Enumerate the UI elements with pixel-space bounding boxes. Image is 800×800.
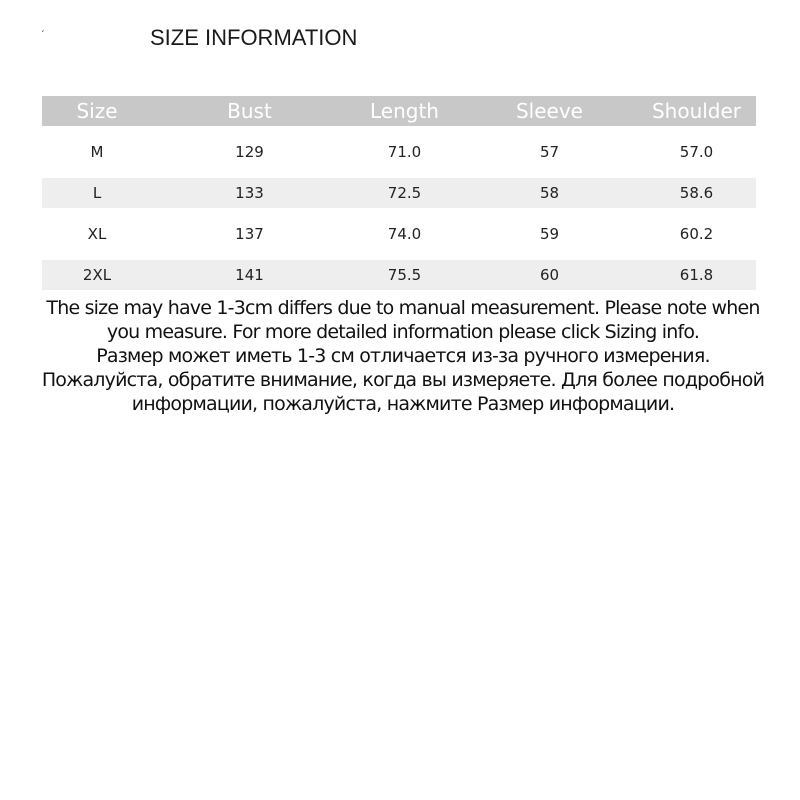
table-row (42, 178, 756, 208)
cell-size: L (92, 184, 102, 202)
cell-bust: 133 (235, 184, 264, 202)
size-table (42, 96, 756, 290)
column-header-size: Size (76, 99, 118, 123)
cell-shoulder: 61.8 (679, 266, 714, 284)
cell-bust: 141 (235, 266, 264, 284)
cell-shoulder: 58.6 (679, 184, 714, 202)
note-english: The size may have 1-3cm differs due to manual measurement. Please note when you measure. For more detailed information please click Sizing info. (46, 297, 760, 343)
page-title: SIZE INFORMATION (150, 24, 358, 50)
cell-length: 74.0 (387, 225, 422, 243)
cell-shoulder: 57.0 (679, 143, 714, 161)
table-row (42, 126, 756, 178)
cell-length: 72.5 (387, 184, 422, 202)
measurement-notes (40, 296, 766, 416)
note-russian: Размер может иметь 1-3 см отличается из-за ручного измерения. Пожалуйста, обратите внимание, когда вы измеряете. Для более подробной информации, пожалуйста, нажмите Размер информации. (41, 345, 765, 415)
cell-sleeve: 60 (539, 266, 560, 284)
cell-length: 75.5 (387, 266, 422, 284)
column-header-length: Length (370, 99, 439, 123)
cell-size: M (90, 143, 104, 161)
cell-shoulder: 60.2 (679, 225, 714, 243)
tick-mark: ˏ (41, 22, 45, 33)
column-header-bust: Bust (227, 99, 272, 123)
cell-size: XL (87, 225, 107, 243)
cell-sleeve: 58 (539, 184, 560, 202)
cell-sleeve: 59 (539, 225, 560, 243)
cell-bust: 137 (235, 225, 264, 243)
column-header-shoulder: Shoulder (651, 99, 742, 123)
cell-length: 71.0 (387, 143, 422, 161)
column-header-sleeve: Sleeve (515, 99, 583, 123)
cell-sleeve: 57 (539, 143, 560, 161)
table-row (42, 208, 756, 260)
cell-size: 2XL (82, 266, 112, 284)
table-row (42, 260, 756, 290)
table-header-row (42, 96, 756, 126)
cell-bust: 129 (235, 143, 264, 161)
